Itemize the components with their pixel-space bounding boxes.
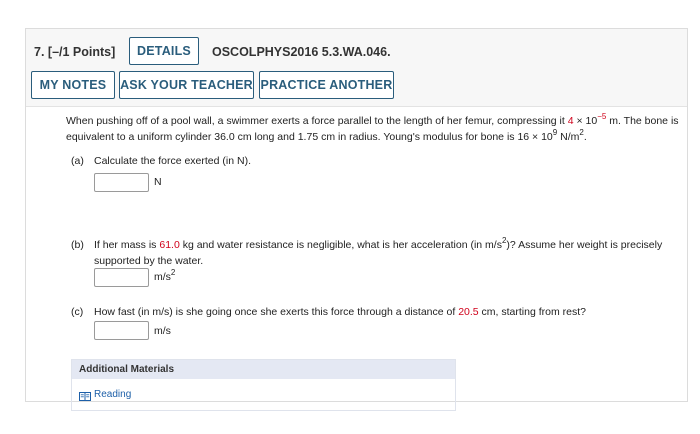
ask-teacher-button[interactable]: ASK YOUR TEACHER [119, 71, 254, 99]
additional-materials [71, 359, 456, 411]
distance-value: 20.5 [458, 306, 479, 318]
intro-text-3: N/m [557, 131, 580, 143]
additional-materials-title: Additional Materials [72, 360, 455, 379]
part-c-label: (c) [71, 306, 84, 318]
question-card [25, 28, 688, 402]
part-b-unit-exponent: 2 [170, 267, 176, 277]
question-title [34, 45, 115, 59]
part-c-text-1: How fast (in m/s) is she going once she exerts this force through a distance of [94, 306, 459, 318]
question-header [26, 29, 687, 107]
part-b-text [94, 237, 684, 269]
problem-statement [66, 113, 686, 145]
compression-exponent: −5 [597, 111, 607, 121]
reading-link-label: Reading [94, 389, 132, 400]
compression-value: 4 [567, 115, 574, 127]
question-points: [–/1 Points] [47, 45, 116, 59]
part-c-unit: m/s [154, 325, 171, 337]
part-a-label: (a) [71, 155, 84, 167]
question-code: OSCOLPHYS2016 5.3.WA.046. [212, 45, 391, 59]
unit-exponent: 2 [579, 127, 584, 137]
part-b-label: (b) [71, 239, 84, 251]
part-c-text [94, 304, 684, 320]
part-b-text-1: If her mass is [94, 239, 160, 251]
intro-text-4: . [583, 131, 587, 143]
modulus-exponent: 9 [552, 127, 558, 137]
intro-text-1: When pushing off of a pool wall, a swimmer exerts a force parallel to the length of her femur, compressing it [66, 115, 568, 127]
question-number: 7. [34, 45, 45, 59]
part-a-unit: N [154, 176, 162, 188]
book-icon [79, 391, 91, 400]
part-b-text-3: )? Assume her weight is precisely supported by the water. [94, 239, 663, 267]
intro-text-2: m. The bone is equivalent to a uniform cylinder 36.0 cm long and 1.75 cm in radius. Young's modulus for bone is 16 × 10 [66, 115, 679, 143]
accel-exponent: 2 [501, 235, 507, 245]
mass-value: 61.0 [159, 239, 180, 251]
part-b-text-2: kg and water resistance is negligible, what is her acceleration (in m/s [179, 239, 502, 251]
part-a-text: Calculate the force exerted (in N). [94, 155, 251, 167]
practice-another-button[interactable]: PRACTICE ANOTHER [259, 71, 394, 99]
part-c-text-2: cm, starting from rest? [478, 306, 586, 318]
details-button[interactable]: DETAILS [129, 37, 199, 65]
part-b-unit-text: m/s [154, 271, 171, 283]
reading-link[interactable] [79, 387, 131, 403]
intro-times: × 10 [573, 115, 598, 127]
part-b-unit [154, 269, 175, 285]
part-a-answer-input[interactable] [94, 173, 149, 192]
part-b-answer-input[interactable] [94, 268, 149, 287]
my-notes-button[interactable]: MY NOTES [31, 71, 115, 99]
part-c-answer-input[interactable] [94, 321, 149, 340]
